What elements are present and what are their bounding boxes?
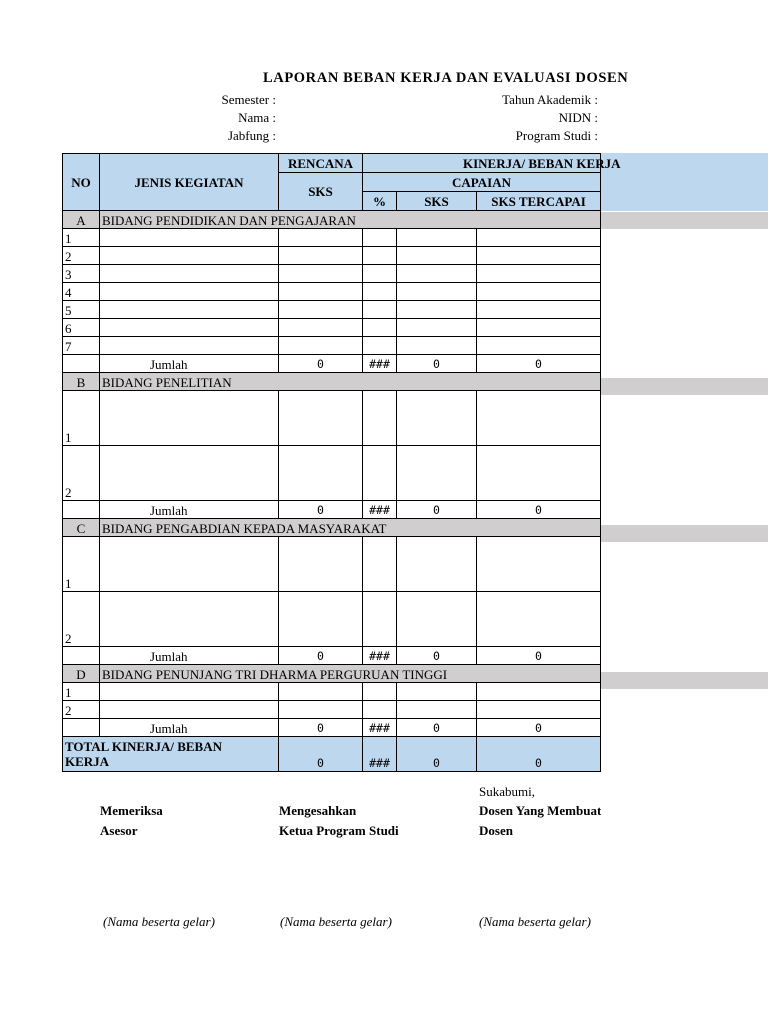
header-jenis-kegiatan: JENIS KEGIATAN xyxy=(100,154,279,211)
row-number: 6 xyxy=(63,319,100,337)
header-percent: % xyxy=(363,192,397,211)
cell-percent[interactable] xyxy=(363,537,397,592)
program-studi-label: Program Studi : xyxy=(515,128,598,143)
jumlah-label: Jumlah xyxy=(100,355,279,373)
cell-jenis-kegiatan[interactable] xyxy=(100,247,279,265)
cell-sks-tercapai[interactable] xyxy=(477,537,601,592)
total-sks-tercapai: 0 xyxy=(477,737,601,772)
tahun-akademik-label: Tahun Akademik : xyxy=(502,92,598,107)
cell-sks[interactable] xyxy=(397,701,477,719)
cell-percent[interactable] xyxy=(363,337,397,355)
cell-sks-tercapai[interactable] xyxy=(477,301,601,319)
row-number: 5 xyxy=(63,301,100,319)
section-title: BIDANG PENGABDIAN KEPADA MASYARAKAT xyxy=(100,519,601,537)
cell-jenis-kegiatan[interactable] xyxy=(100,283,279,301)
table-row xyxy=(63,319,601,337)
jumlah-sks-tercapai: 0 xyxy=(477,719,601,737)
cell-percent[interactable] xyxy=(363,683,397,701)
cell-sks-tercapai[interactable] xyxy=(477,446,601,501)
cell-percent[interactable] xyxy=(363,265,397,283)
signature-col1-title: Memeriksa xyxy=(100,803,163,818)
signature-col3-name: (Nama beserta gelar) xyxy=(479,914,591,929)
header-rencana: RENCANA xyxy=(279,154,363,173)
cell-rencana-sks[interactable] xyxy=(279,283,363,301)
cell-percent[interactable] xyxy=(363,701,397,719)
cell-rencana-sks[interactable] xyxy=(279,229,363,247)
signature-col3-role: Dosen xyxy=(479,823,513,838)
header-sks: SKS xyxy=(397,192,477,211)
table-row xyxy=(63,229,601,247)
cell-jenis-kegiatan[interactable] xyxy=(100,391,279,446)
cell-sks-tercapai[interactable] xyxy=(477,319,601,337)
row-number: 7 xyxy=(63,337,100,355)
section-d-band-overflow xyxy=(600,672,768,689)
section-title: BIDANG PENUNJANG TRI DHARMA PERGURUAN TINGGI xyxy=(100,665,601,683)
total-label: TOTAL KINERJA/ BEBAN KERJA xyxy=(63,737,279,772)
cell-jenis-kegiatan[interactable] xyxy=(100,683,279,701)
section-b-band-overflow xyxy=(600,378,768,395)
jumlah-percent: ### xyxy=(363,647,397,665)
jumlah-rencana-sks: 0 xyxy=(279,719,363,737)
table-row xyxy=(63,537,601,592)
cell-sks[interactable] xyxy=(397,229,477,247)
jumlah-spacer xyxy=(63,501,100,519)
signature-col2-role: Ketua Program Studi xyxy=(279,823,399,838)
cell-rencana-sks[interactable] xyxy=(279,319,363,337)
header-band-overflow xyxy=(600,153,768,211)
cell-percent[interactable] xyxy=(363,592,397,647)
jumlah-label: Jumlah xyxy=(100,647,279,665)
cell-rencana-sks[interactable] xyxy=(279,391,363,446)
jumlah-row xyxy=(63,719,601,737)
jumlah-rencana-sks: 0 xyxy=(279,355,363,373)
cell-percent[interactable] xyxy=(363,301,397,319)
jumlah-row xyxy=(63,355,601,373)
jumlah-percent: ### xyxy=(363,719,397,737)
cell-sks[interactable] xyxy=(397,391,477,446)
table-row xyxy=(63,683,601,701)
cell-sks-tercapai[interactable] xyxy=(477,701,601,719)
row-number: 2 xyxy=(63,446,100,501)
signature-col3-title: Dosen Yang Membuat xyxy=(479,803,602,818)
row-number: 2 xyxy=(63,247,100,265)
cell-jenis-kegiatan[interactable] xyxy=(100,537,279,592)
jumlah-label: Jumlah xyxy=(100,719,279,737)
jumlah-spacer xyxy=(63,355,100,373)
signature-col2-name: (Nama beserta gelar) xyxy=(280,914,392,929)
section-title: BIDANG PENDIDIKAN DAN PENGAJARAN xyxy=(100,211,601,229)
cell-rencana-sks[interactable] xyxy=(279,247,363,265)
semester-label: Semester : xyxy=(221,92,276,107)
cell-sks[interactable] xyxy=(397,537,477,592)
signature-col2-title: Mengesahkan xyxy=(279,803,357,818)
cell-rencana-sks[interactable] xyxy=(279,683,363,701)
cell-sks-tercapai[interactable] xyxy=(477,283,601,301)
table-row xyxy=(63,446,601,501)
jumlah-row xyxy=(63,501,601,519)
table-row xyxy=(63,337,601,355)
total-sks: 0 xyxy=(397,737,477,772)
cell-jenis-kegiatan[interactable] xyxy=(100,446,279,501)
header-rencana-sks: SKS xyxy=(279,173,363,211)
cell-percent[interactable] xyxy=(363,283,397,301)
signature-place-date: Sukabumi, xyxy=(479,784,535,799)
cell-jenis-kegiatan[interactable] xyxy=(100,265,279,283)
section-a-row xyxy=(63,211,601,229)
cell-jenis-kegiatan[interactable] xyxy=(100,337,279,355)
jumlah-spacer xyxy=(63,647,100,665)
nama-label: Nama : xyxy=(238,110,276,125)
header-kinerja: KINERJA/ BEBAN KERJA xyxy=(363,154,601,173)
jabfung-label: Jabfung : xyxy=(227,128,276,143)
jumlah-rencana-sks: 0 xyxy=(279,647,363,665)
cell-sks-tercapai[interactable] xyxy=(477,265,601,283)
cell-sks-tercapai[interactable] xyxy=(477,337,601,355)
page-title: LAPORAN BEBAN KERJA DAN EVALUASI DOSEN xyxy=(263,70,629,86)
cell-sks-tercapai[interactable] xyxy=(477,592,601,647)
table-row xyxy=(63,391,601,446)
cell-sks[interactable] xyxy=(397,319,477,337)
cell-percent[interactable] xyxy=(363,247,397,265)
cell-sks[interactable] xyxy=(397,301,477,319)
cell-sks[interactable] xyxy=(397,446,477,501)
cell-jenis-kegiatan[interactable] xyxy=(100,229,279,247)
cell-sks-tercapai[interactable] xyxy=(477,247,601,265)
row-number: 1 xyxy=(63,391,100,446)
section-b-row xyxy=(63,373,601,391)
cell-sks[interactable] xyxy=(397,283,477,301)
signature-col1-name: (Nama beserta gelar) xyxy=(103,914,215,929)
cell-sks[interactable] xyxy=(397,683,477,701)
total-percent: ### xyxy=(363,737,397,772)
row-number: 3 xyxy=(63,265,100,283)
jumlah-label: Jumlah xyxy=(100,501,279,519)
header-sks-tercapai: SKS TERCAPAI xyxy=(477,192,601,211)
total-rencana-sks: 0 xyxy=(279,737,363,772)
cell-percent[interactable] xyxy=(363,391,397,446)
jumlah-rencana-sks: 0 xyxy=(279,501,363,519)
jumlah-row xyxy=(63,647,601,665)
section-code: C xyxy=(63,519,100,537)
workload-table xyxy=(62,153,621,772)
row-number: 1 xyxy=(63,537,100,592)
jumlah-sks: 0 xyxy=(397,501,477,519)
cell-sks[interactable] xyxy=(397,265,477,283)
cell-sks-tercapai[interactable] xyxy=(477,229,601,247)
table-row xyxy=(63,265,601,283)
cell-jenis-kegiatan[interactable] xyxy=(100,301,279,319)
section-code: D xyxy=(63,665,100,683)
total-row xyxy=(63,737,601,772)
cell-rencana-sks[interactable] xyxy=(279,446,363,501)
jumlah-sks: 0 xyxy=(397,355,477,373)
row-number: 2 xyxy=(63,592,100,647)
table-row xyxy=(63,301,601,319)
row-number: 1 xyxy=(63,229,100,247)
cell-percent[interactable] xyxy=(363,446,397,501)
table-row xyxy=(63,592,601,647)
section-code: B xyxy=(63,373,100,391)
jumlah-percent: ### xyxy=(363,501,397,519)
cell-sks[interactable] xyxy=(397,592,477,647)
cell-rencana-sks[interactable] xyxy=(279,537,363,592)
cell-percent[interactable] xyxy=(363,319,397,337)
table-row xyxy=(63,247,601,265)
jumlah-sks-tercapai: 0 xyxy=(477,355,601,373)
jumlah-sks: 0 xyxy=(397,647,477,665)
row-number: 4 xyxy=(63,283,100,301)
cell-rencana-sks[interactable] xyxy=(279,592,363,647)
header-capaian: CAPAIAN xyxy=(363,173,601,192)
cell-rencana-sks[interactable] xyxy=(279,701,363,719)
section-code: A xyxy=(63,211,100,229)
table-row xyxy=(63,283,601,301)
section-a-band-overflow xyxy=(600,212,768,229)
cell-rencana-sks[interactable] xyxy=(279,265,363,283)
row-number: 1 xyxy=(63,683,100,701)
cell-jenis-kegiatan[interactable] xyxy=(100,592,279,647)
cell-sks-tercapai[interactable] xyxy=(477,683,601,701)
cell-sks-tercapai[interactable] xyxy=(477,391,601,446)
cell-jenis-kegiatan[interactable] xyxy=(100,701,279,719)
jumlah-sks-tercapai: 0 xyxy=(477,501,601,519)
jumlah-percent: ### xyxy=(363,355,397,373)
signature-col1-role: Asesor xyxy=(100,823,138,838)
cell-sks[interactable] xyxy=(397,247,477,265)
jumlah-sks: 0 xyxy=(397,719,477,737)
nidn-label: NIDN : xyxy=(558,110,598,125)
cell-sks[interactable] xyxy=(397,337,477,355)
table-row xyxy=(63,701,601,719)
section-d-row xyxy=(63,665,601,683)
section-title: BIDANG PENELITIAN xyxy=(100,373,601,391)
header-no: NO xyxy=(63,154,100,211)
jumlah-sks-tercapai: 0 xyxy=(477,647,601,665)
cell-percent[interactable] xyxy=(363,229,397,247)
section-c-row xyxy=(63,519,601,537)
jumlah-spacer xyxy=(63,719,100,737)
row-number: 2 xyxy=(63,701,100,719)
section-c-band-overflow xyxy=(600,525,768,542)
cell-rencana-sks[interactable] xyxy=(279,301,363,319)
cell-jenis-kegiatan[interactable] xyxy=(100,319,279,337)
cell-rencana-sks[interactable] xyxy=(279,337,363,355)
